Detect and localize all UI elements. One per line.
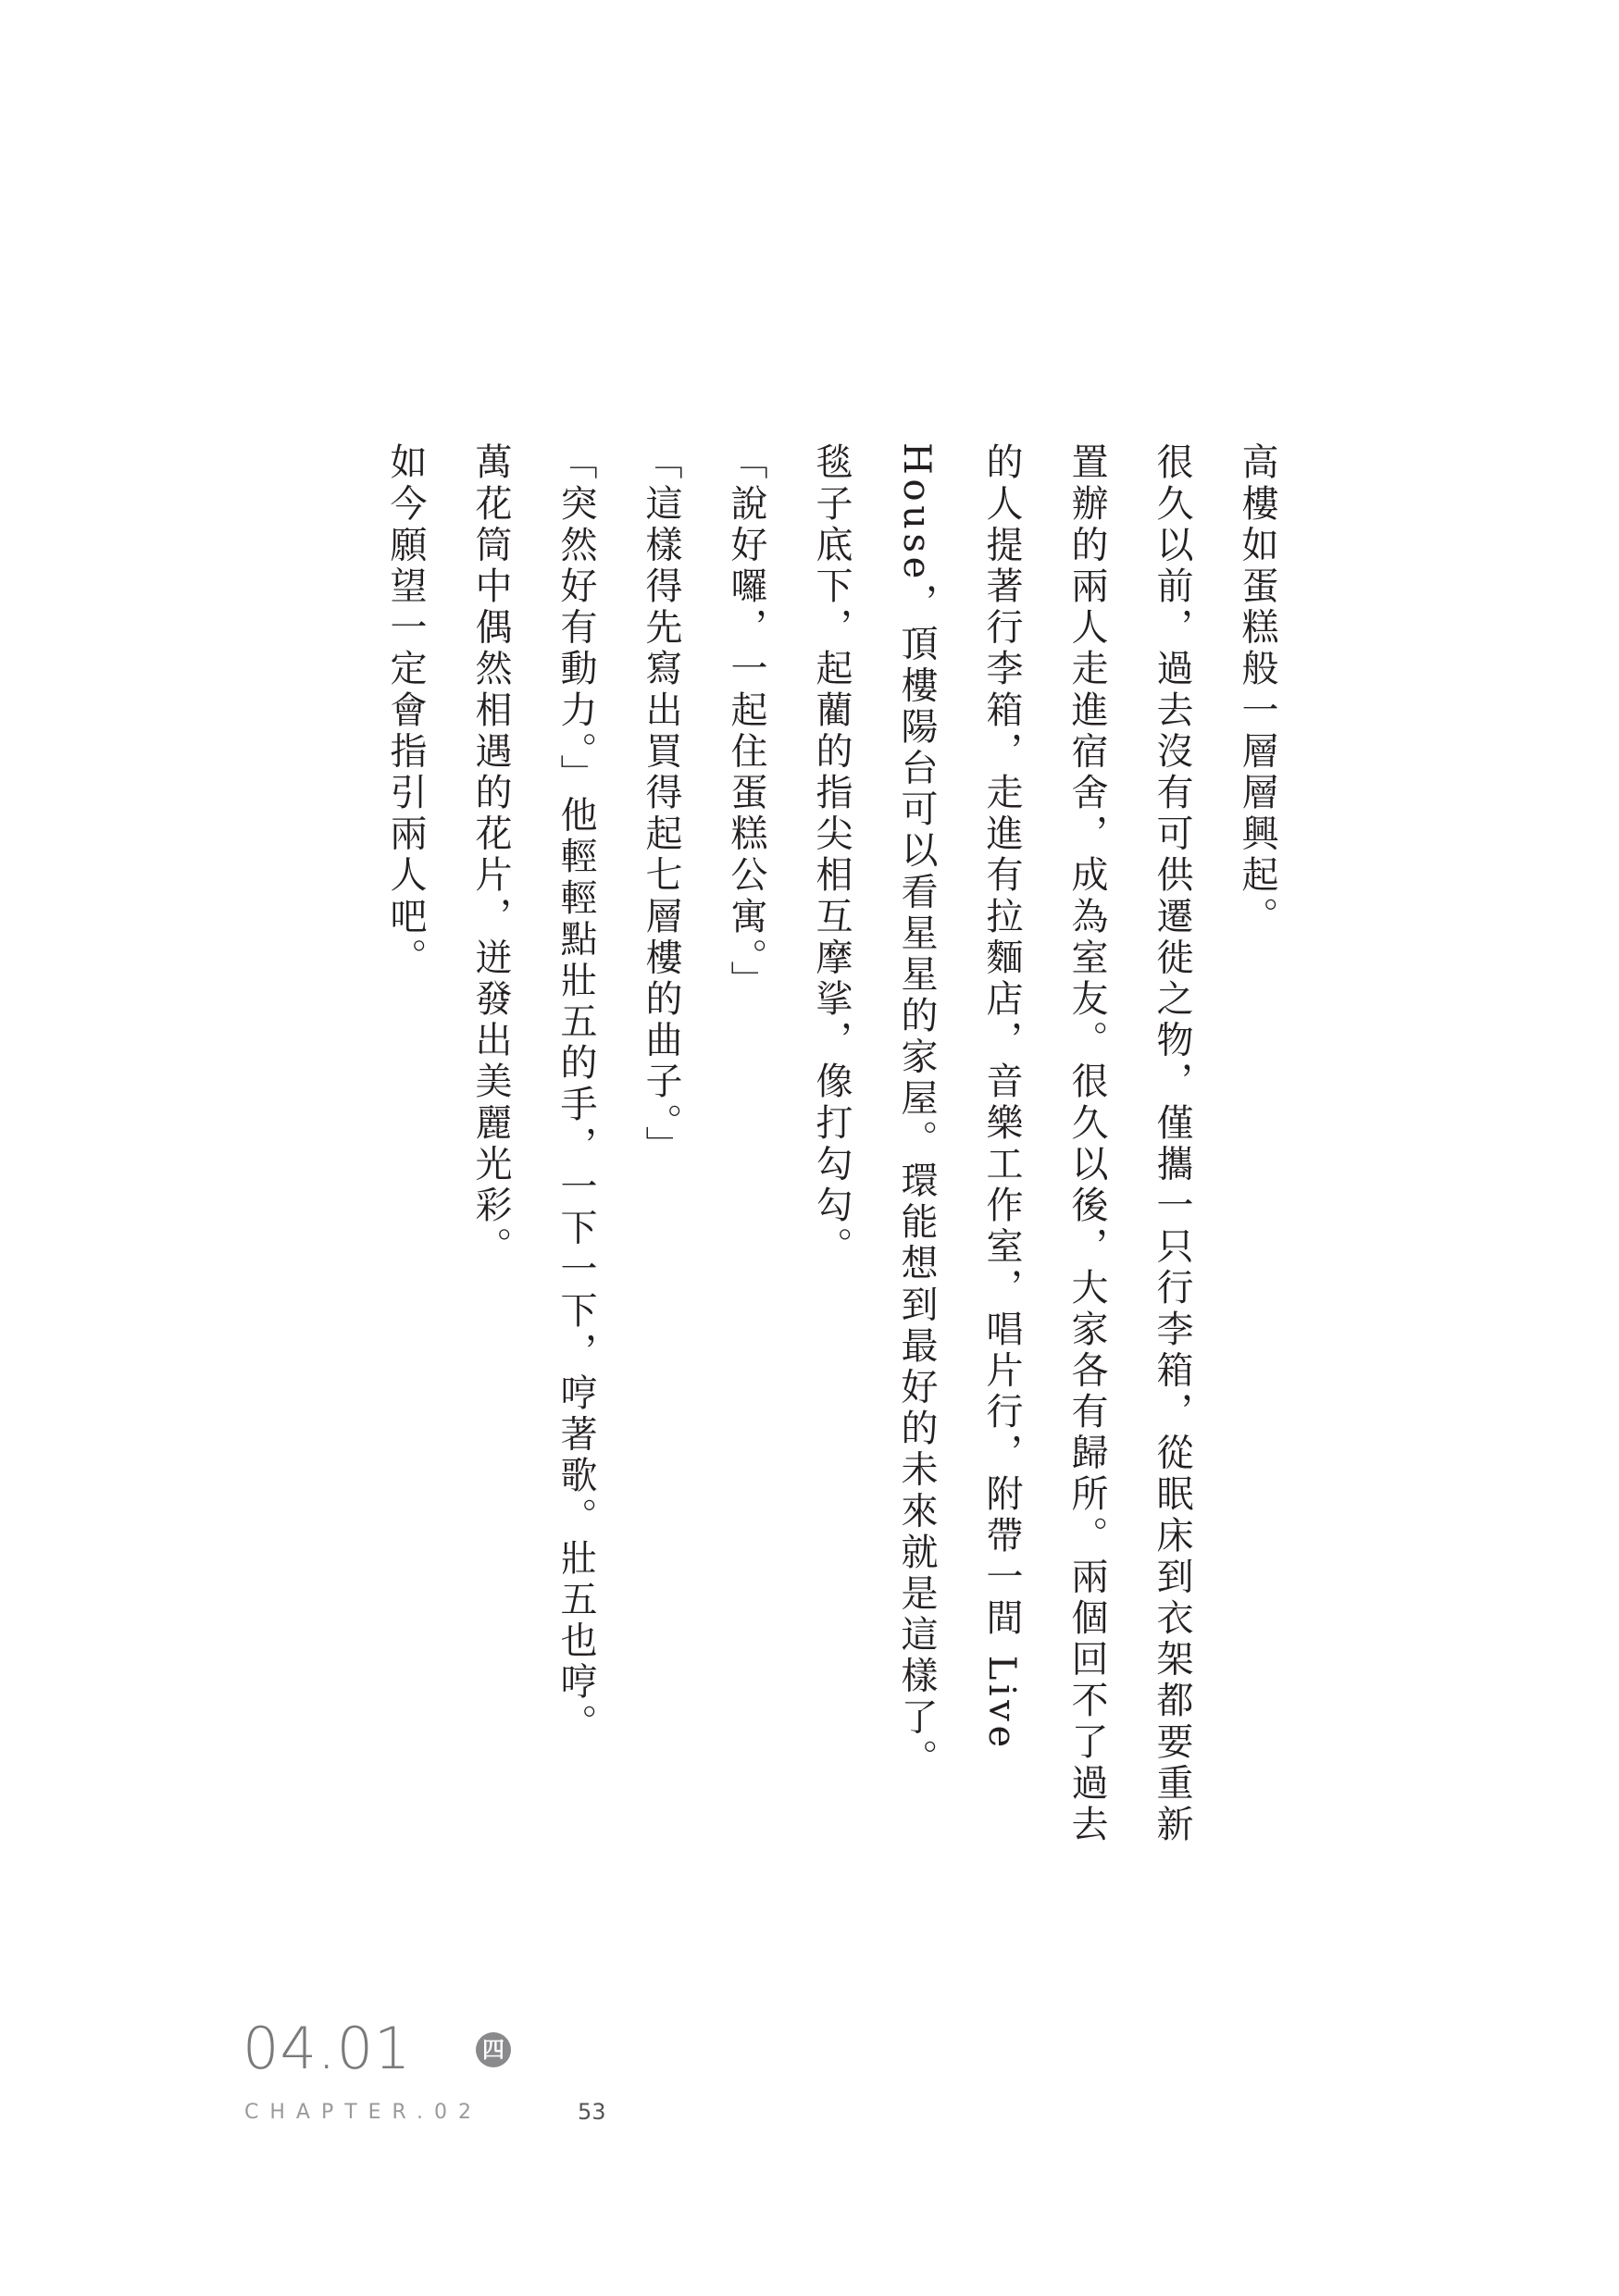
chapter-label: CHAPTER.02 xyxy=(244,2101,483,2124)
paragraph-7: 萬花筒中偶然相遇的花片，迸發出美麗光彩。 xyxy=(469,442,512,1268)
paragraph-1: 高樓如蛋糕般一層層興起。 xyxy=(1236,442,1278,938)
page-number: 53 xyxy=(578,2099,606,2125)
folio xyxy=(243,2015,705,2140)
paragraph-2: 很久以前，過去沒有可供遷徙之物，僅攜一只行李箱，從眠床到衣架都要重新置辦的兩人走進宿舍，成為室友。很久以後，大家各有歸所。兩個回不了過去的人提著行李箱，走進有拉麵店，音樂工作室，唱片行，附帶一間 Live House，頂樓陽台可以看星星的家屋。環能想到最好的未來就是這樣了。 xyxy=(895,442,1193,1846)
paragraph-4: 「說好囉，一起住蛋糕公寓。」 xyxy=(725,442,767,1002)
section-mark-badge: 四 xyxy=(476,2032,511,2067)
paragraph-8: 如今願望一定會指引兩人吧。 xyxy=(384,442,427,979)
paragraph-5: 「這樣得先寫出買得起七層樓的曲子。」 xyxy=(640,442,682,1167)
paragraph-6: 「突然好有動力。」他輕輕點壯五的手，一下一下，哼著歌。壯五也哼。 xyxy=(554,442,597,1745)
body-text xyxy=(363,442,1300,1886)
paragraph-3: 毯子底下，起藺的指尖相互摩挲，像打勾勾。 xyxy=(810,442,853,1268)
section-number: 04.01 xyxy=(243,2015,412,2082)
